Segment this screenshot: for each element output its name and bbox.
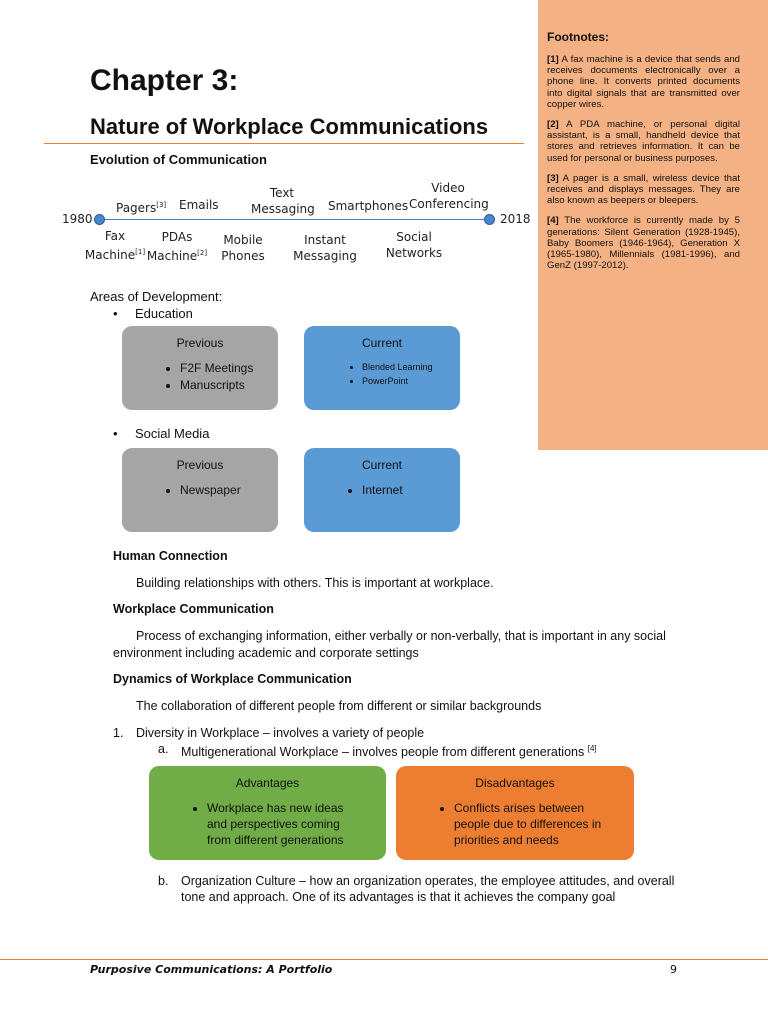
footnote-1: [1] A fax machine is a device that sends and receives documents electronically over a phone line. It converts printed documents into digital signals that are transmitted over copper wires. [547,54,740,110]
list-item: • Internet [362,482,460,499]
timeline-start-dot [94,214,105,225]
timeline-item-instant-messaging: Instant Messaging [293,233,357,263]
page-number: 9 [670,963,677,976]
timeline-item-fax-machine: Fax Machine[1] [84,229,146,262]
timeline-item-mobile-phones: Mobile Phones [221,233,265,263]
workplace-communication-heading: Workplace Communication [113,602,274,616]
timeline-end-year: 2018 [500,212,531,226]
timeline-item-pdas-machine: PDAs Machine[2] [146,230,208,263]
footnote-3: [3] A pager is a small, wireless device that receives and displays messages. They are also known as beepers or bleepers. [547,172,740,207]
workplace-communication-text-2: environment including academic and corporate settings [113,646,419,660]
list-item: • Newspaper [180,482,278,499]
footnote-4: [4] The workforce is currently made by 5 generations: Silent Generation (1928-1945), Baby Boomers (1946-1964), Generation X (1965-1980), Millennials (1981-1996), and GenZ (1997-2012). [547,215,740,272]
education-previous-title: Previous [176,336,224,350]
footer-title: Purposive Communications: A Portfolio [90,963,333,976]
timeline-item-text-messaging: Text Messaging [251,186,315,216]
timeline-item-smartphones: Smartphones [328,199,409,213]
social-media-bullet: • Social Media [135,426,209,441]
list-letter: a. [158,742,169,756]
dynamics-heading: Dynamics of Workplace Communication [113,672,352,686]
list-item: • F2F Meetings [180,360,278,377]
human-connection-heading: Human Connection [113,549,228,563]
organization-culture-line-2: tone and approach. One of its advantages is that it achieves the company goal [181,890,616,904]
education-current-title: Current [361,336,402,350]
disadvantages-text: • Conflicts arises between people due to differences in priorities and needs [454,800,634,848]
footnotes-heading: Footnotes: [547,30,609,44]
footnotes-panel [538,0,768,450]
list-item: • Manuscripts [180,377,278,394]
header-divider [44,143,524,144]
areas-label: Areas of Development: [90,289,223,304]
dynamics-text: The collaboration of different people from different or similar backgrounds [136,699,542,713]
social-previous-box [122,448,278,532]
timeline-item-emails: Emails [179,198,219,212]
social-current-box [304,448,460,532]
human-connection-text: Building relationships with others. This is important at workplace. [136,576,494,590]
social-current-title: Current [361,458,402,472]
list-item: • Blended Learning [362,360,460,374]
list-letter: b. [158,874,169,888]
education-bullet: • Education [135,306,193,321]
diversity-item: Diversity in Workplace – involves a variety of people [136,726,425,740]
workplace-communication-text-1: Process of exchanging information, either verbally or non-verbally, that is important in any social [136,629,666,643]
disadvantages-box [396,766,634,860]
education-previous-box [122,326,278,410]
list-item: • PowerPoint [362,374,460,388]
timeline-item-video-conferencing: Video Conferencing [409,181,489,211]
advantages-text: • Workplace has new ideas and perspectives coming from different generations [207,800,386,848]
social-previous-title: Previous [176,458,224,472]
footnote-2: [2] A PDA machine, or personal digital assistant, is a small, handheld device that stores and retrieves information. It can be used for personal or business purposes. [547,119,740,164]
timeline-item-social-networks: Social Networks [385,230,443,260]
advantages-box [149,766,386,860]
chapter-title: Chapter 3: [90,64,239,97]
page-title: Nature of Workplace Communications [90,114,489,139]
disadvantages-title: Disadvantages [475,776,555,790]
list-number: 1. [113,726,124,740]
multigenerational-item: Multigenerational Workplace – involves people from different generations [4] [181,744,597,760]
education-current-box [304,326,460,410]
timeline-end-dot [484,214,495,225]
timeline-start-year: 1980 [62,212,93,226]
timeline-item-pagers: Pagers[3] [116,201,167,215]
organization-culture-line-1: Organization Culture – how an organization operates, the employee attitudes, and overall [181,874,675,888]
advantages-title: Advantages [235,776,300,790]
evolution-heading: Evolution of Communication [90,152,267,167]
timeline-line [100,219,490,220]
footer-divider [0,959,768,960]
